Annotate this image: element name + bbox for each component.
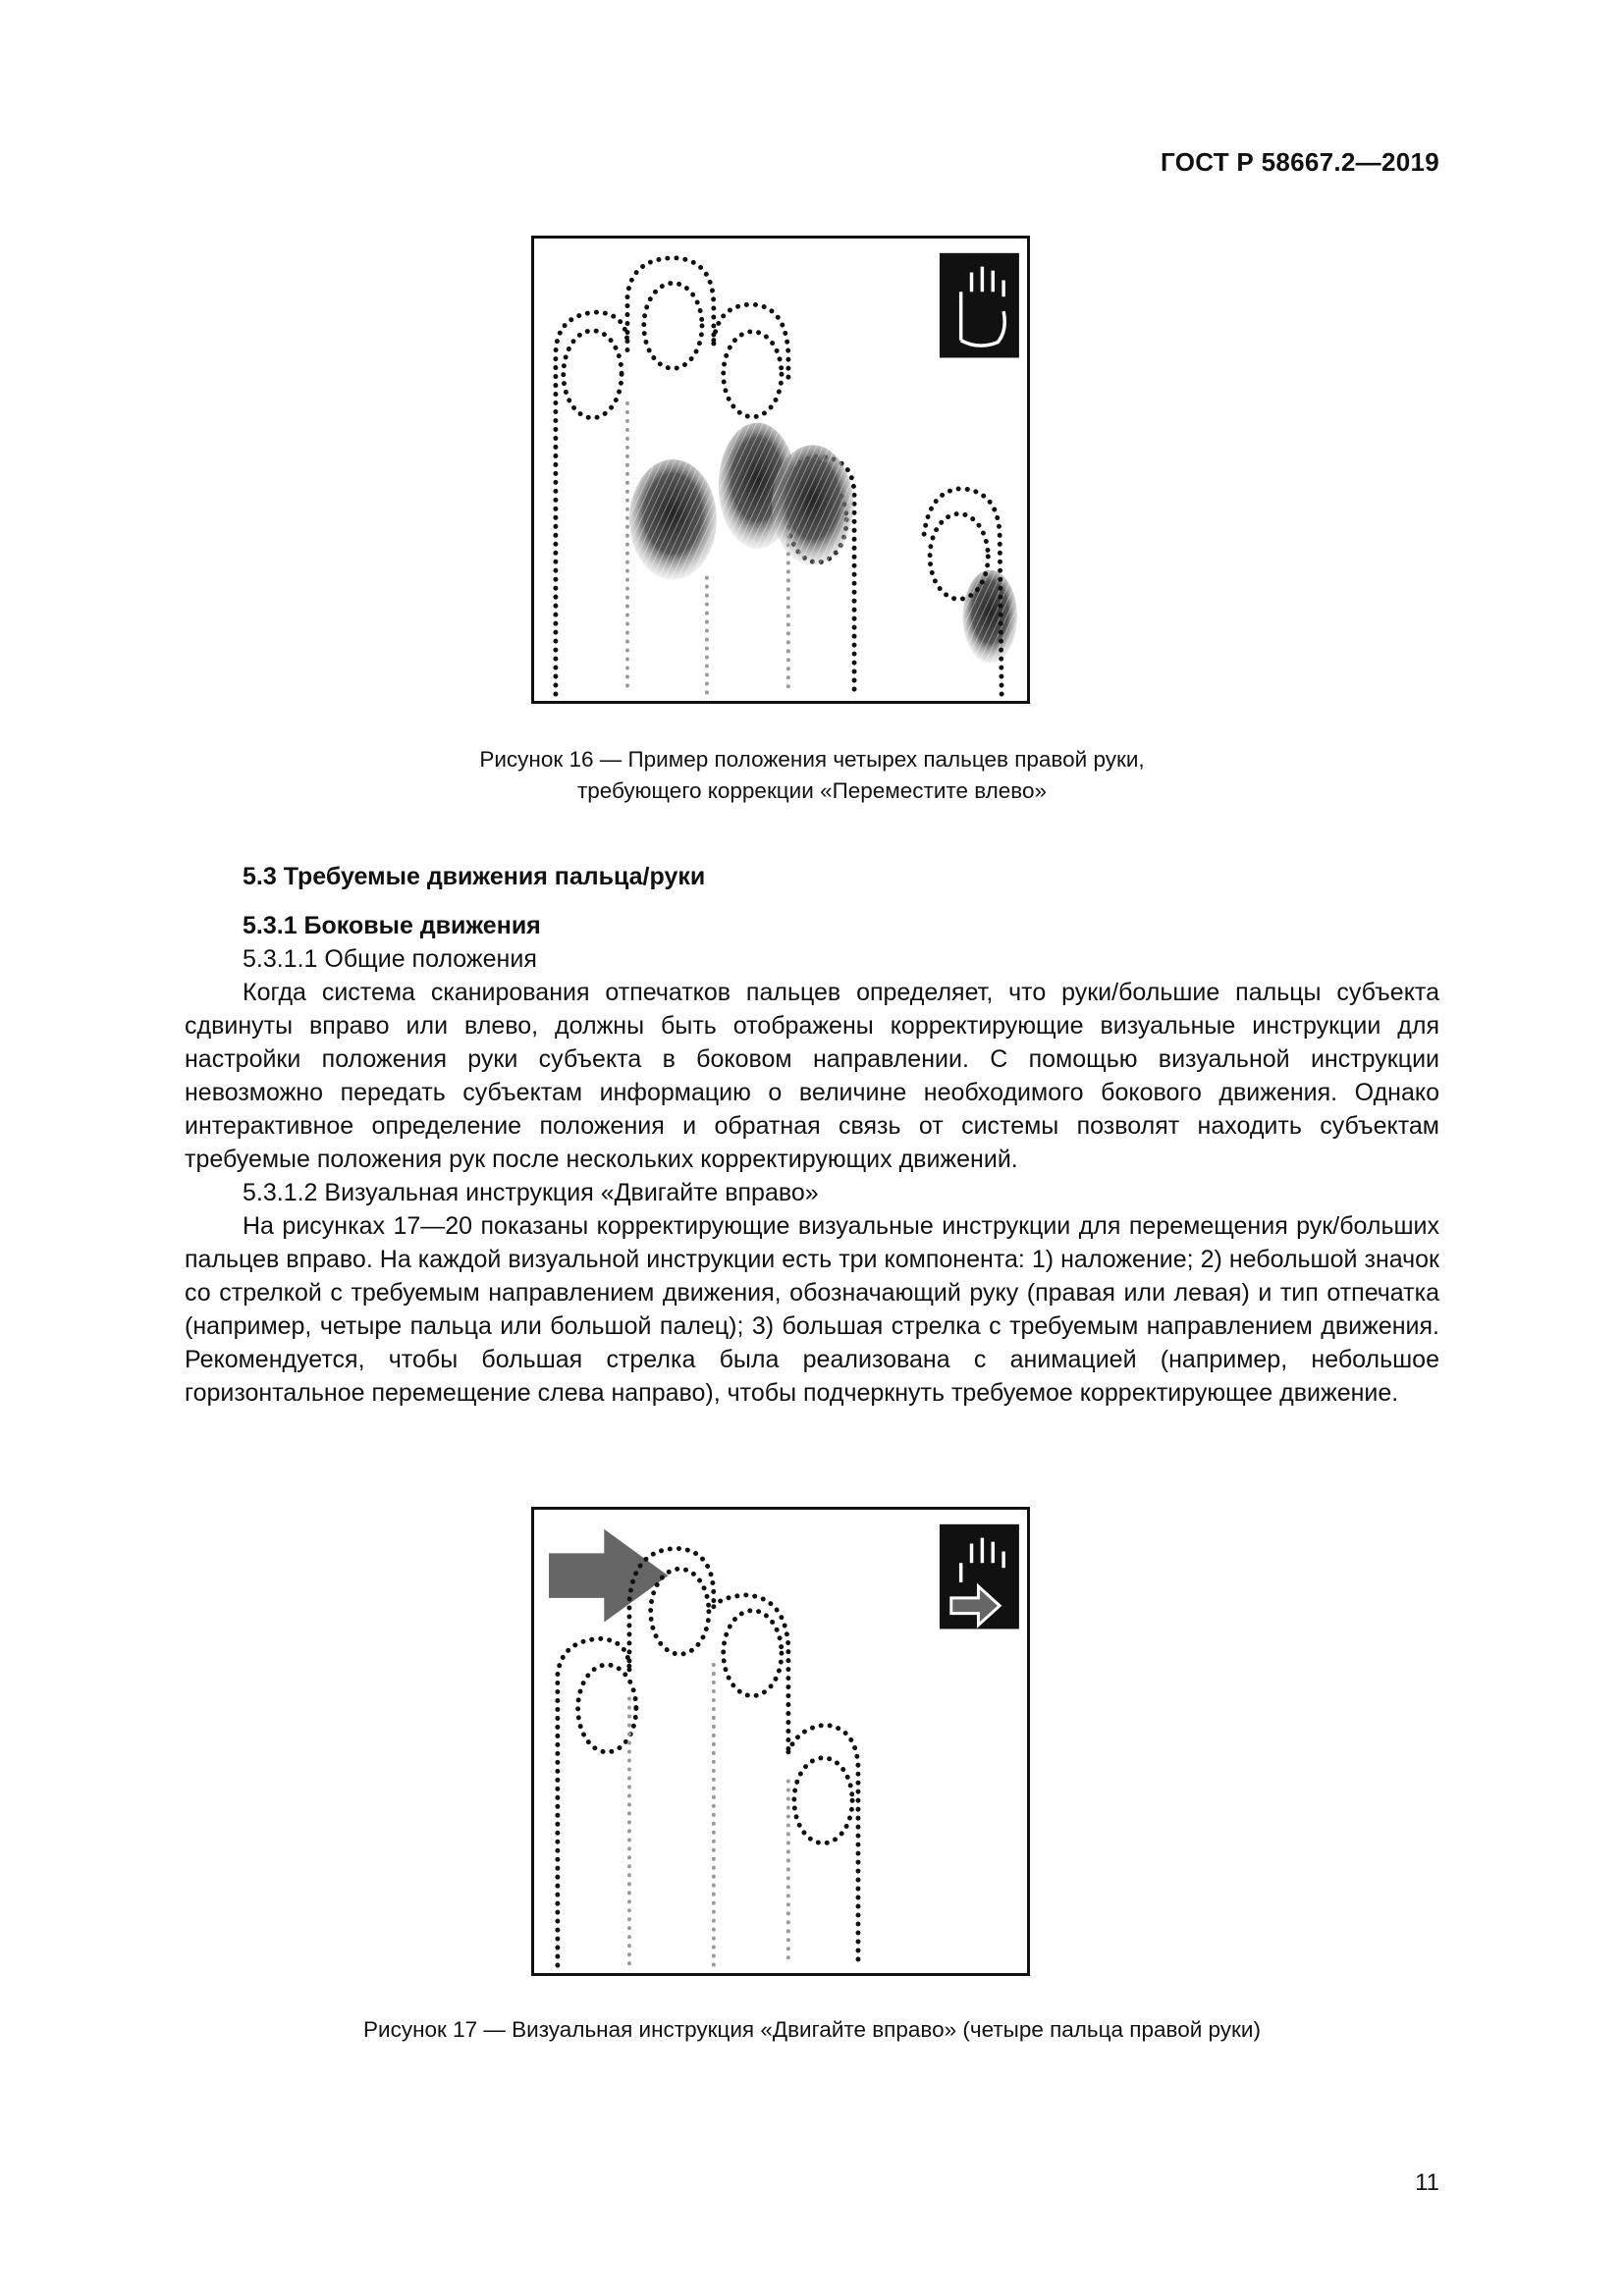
figure-17-move-right-instruction (531, 1507, 1030, 1976)
hand-icon (940, 253, 1019, 358)
document-code-header: ГОСТ Р 58667.2—2019 (1161, 147, 1439, 177)
hand-with-arrow-icon (940, 1524, 1019, 1629)
fingerprint-images (629, 423, 1017, 664)
heading-5-3-1-2: 5.3.1.2 Визуальная инструкция «Двигайте вправо» (243, 1179, 819, 1206)
figure-16-four-finger-overlay (531, 236, 1030, 704)
section-5-3 (185, 860, 1439, 1410)
finger-outlines (558, 1548, 858, 1965)
paragraph-5-3-1-2: На рисунках 17—20 показаны корректирующие визуальные инструкции для перемещения рук/больших пальцев вправо. На каждой визуальной инструкции есть три компонента: 1) наложение; 2) небольшой значок со стрелкой с требуемым направлением движения, обозначающий руку (правая или левая) и тип отпечатка (например, четыре пальца или большой палец); 3) большая стрелка с требуемым направлением движения. Рекомендуется, чтобы большая стрелка была реализована с анимацией (например, небольшое горизонтальное перемещение слева направо), чтобы подчеркнуть требуемое корректирующее движение. (185, 1212, 1439, 1407)
heading-5-3: 5.3 Требуемые движения пальца/руки (243, 863, 706, 890)
figure-16-caption (0, 744, 1624, 807)
page-number: 11 (1415, 2169, 1439, 2196)
figure-16-caption-line-1: Рисунок 16 — Пример положения четырех пальцев правой руки, (479, 747, 1145, 772)
heading-5-3-1: 5.3.1 Боковые движения (243, 912, 541, 939)
paragraph-5-3-1-1: Когда система сканирования отпечатков пальцев определяет, что руки/большие пальцы субъекта сдвинуты вправо или влево, должны быть отображены корректирующие визуальные инструкции для настройки положения руки субъекта в боковом направлении. С помощью визуальной инструкции невозможно передать субъектам информацию о величине необходимого бокового движения. Однако интерактивное определение положения и обратная связь от системы позволят находить субъектам требуемые положения рук после нескольких корректирующих движений. (185, 979, 1439, 1173)
figure-16-caption-line-2: требующего коррекции «Переместите влево» (576, 778, 1048, 803)
figure-17-caption: Рисунок 17 — Визуальная инструкция «Двигайте вправо» (четыре пальца правой руки) (363, 2017, 1261, 2042)
finger-center-lines (629, 1665, 788, 1965)
heading-5-3-1-1: 5.3.1.1 Общие положения (243, 945, 537, 973)
